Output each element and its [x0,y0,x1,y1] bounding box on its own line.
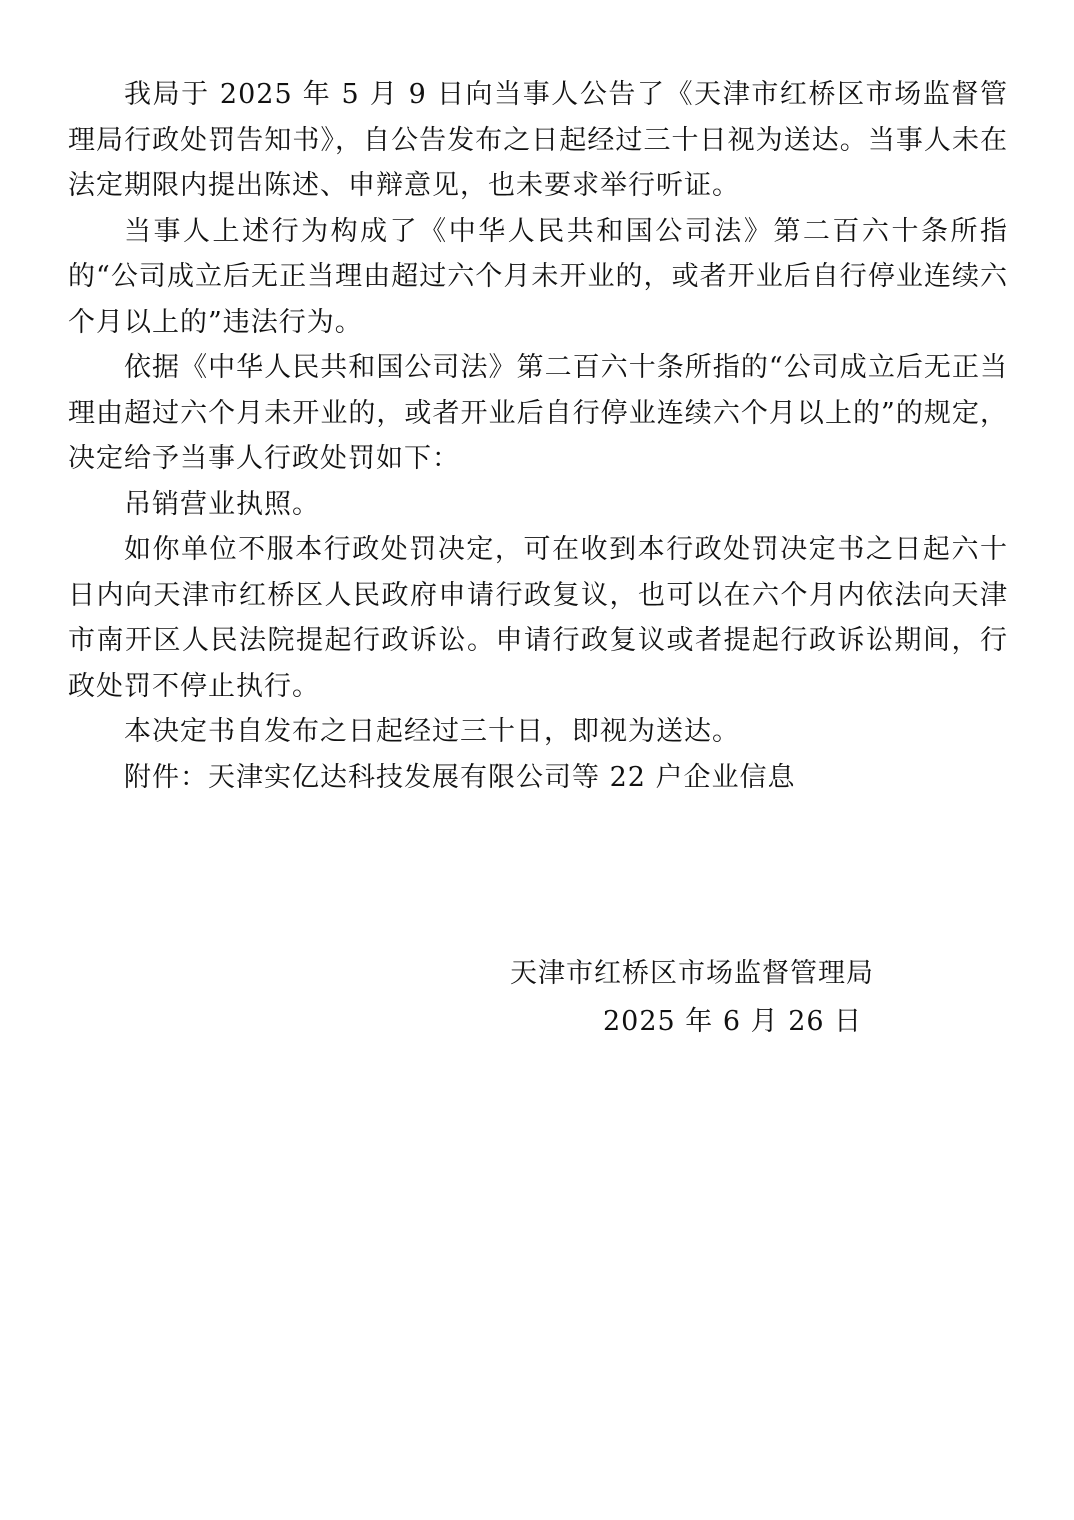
paragraph-legal-basis: 依据《中华人民共和国公司法》第二百六十条所指的“公司成立后无正当理由超过六个月未开业的，或者开业后自行停业连续六个月以上的”的规定，决定给予当事人行政处罚如下： [68,352,1008,474]
paragraph-violation: 当事人上述行为构成了《中华人民共和国公司法》第二百六十条所指的“公司成立后无正当理由超过六个月未开业的，或者开业后自行停业连续六个月以上的”违法行为。 [68,215,1008,338]
paragraph-penalty: 吊销营业执照。 [124,488,320,520]
paragraph-attachment: 附件：天津实亿达科技发展有限公司等 22 户企业信息 [124,761,796,793]
paragraph-appeal-rights: 如你单位不服本行政处罚决定，可在收到本行政处罚决定书之日起六十日内向天津市红桥区人民政府申请行政复议，也可以在六个月内依法向天津市南开区人民法院提起行政诉讼。申请行政复议或者提起行政诉讼期间，行政处罚不停止执行。 [68,534,1008,702]
signature-block [510,950,910,1046]
paragraph-notice-served: 我局于 2025 年 5 月 9 日向当事人公告了《天津市红桥区市场监督管理局行政处罚告知书》，自公告发布之日起经过三十日视为送达。当事人未在法定期限内提出陈述、申辩意见，也未要求举行听证。 [68,79,1008,201]
issue-date: 2025 年 6 月 26 日 [603,1006,863,1037]
paragraph-delivery: 本决定书自发布之日起经过三十日，即视为送达。 [124,716,740,747]
document-body [68,72,1008,800]
issuing-authority: 天津市红桥区市场监督管理局 [510,958,874,989]
